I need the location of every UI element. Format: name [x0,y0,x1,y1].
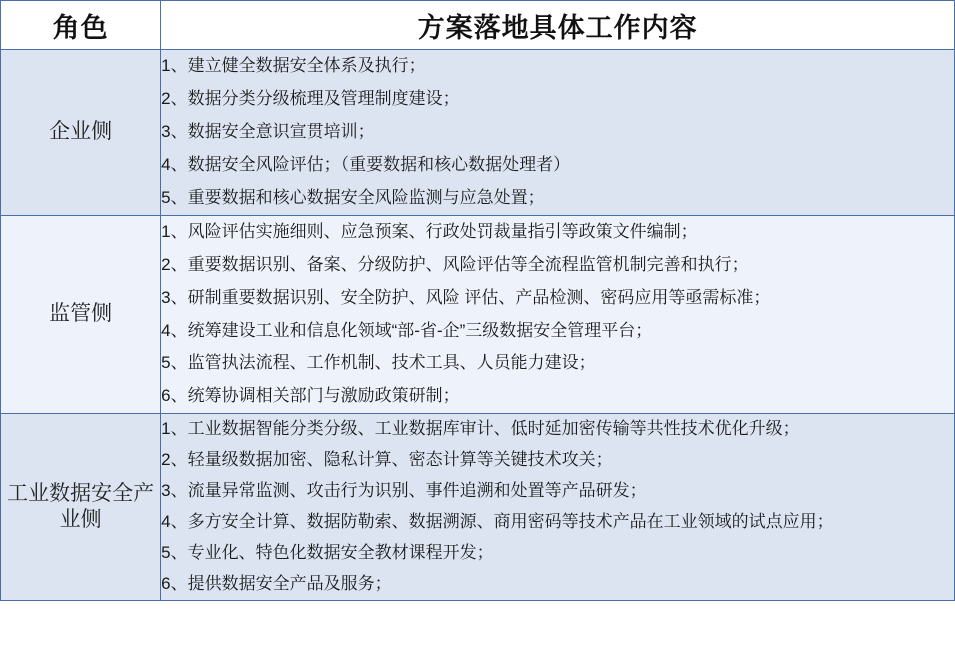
list-item [161,347,954,380]
list-item [161,380,954,413]
item-text: 专业化、特色化数据安全教材课程开发； [187,543,494,563]
content-cell-enterprise [161,50,955,216]
item-text: 数据分类分级梳理及管理制度建设； [187,88,460,108]
list-item [161,507,954,538]
list-item [161,538,954,569]
content-cell-regulator [161,215,955,414]
item-text: 轻量级数据加密、隐私计算、密态计算等关键技术攻关； [187,450,613,470]
item-number: 6、 [161,386,188,406]
item-text: 监管执法流程、工作机制、技术工具、人员能力建设； [187,353,596,373]
list-item [161,569,954,600]
list-item [161,414,954,445]
item-number: 4、 [161,512,188,532]
table-row [1,414,955,601]
item-number: 4、 [161,154,188,174]
item-number: 2、 [161,88,188,108]
item-text: 统筹建设工业和信息化领域“部-省-企”三级数据安全管理平台； [187,320,653,340]
list-item [161,182,954,215]
item-text: 研制重要数据识别、安全防护、风险 评估、产品检测、密码应用等亟需标准； [187,287,771,307]
item-text: 建立健全数据安全体系及执行； [187,56,426,75]
item-text: 提供数据安全产品及服务； [187,574,392,593]
item-text: 统筹协调相关部门与激励政策研制； [187,386,460,406]
list-item [161,149,954,182]
item-number: 1、 [161,419,188,439]
item-number: 5、 [161,187,188,207]
item-text: 流量异常监测、攻击行为识别、事件追溯和处置等产品研发； [187,481,647,501]
list-item [161,116,954,149]
item-number: 4、 [161,320,188,340]
item-number: 3、 [161,287,188,307]
item-number: 1、 [161,221,188,241]
list-item [161,282,954,315]
table-row [1,215,955,414]
header-content: 方案落地具体工作内容 [161,1,955,50]
list-item [161,50,954,83]
item-text: 重要数据识别、备案、分级防护、风险评估等全流程监管机制完善和执行； [187,254,749,274]
item-number: 2、 [161,254,188,274]
item-list-regulator [161,216,954,414]
list-item [161,476,954,507]
header-role: 角色 [1,1,161,50]
item-number: 3、 [161,481,188,501]
table-row [1,50,955,216]
role-label-industry: 工业数据安全产业侧 [1,414,161,601]
role-label-regulator: 监管侧 [1,215,161,414]
item-number: 3、 [161,121,188,141]
item-list-enterprise [161,50,954,215]
item-text: 重要数据和核心数据安全风险监测与应急处置； [187,187,545,207]
item-number: 2、 [161,450,188,470]
item-text: 数据安全风险评估；（重要数据和核心数据处理者） [187,154,571,174]
list-item [161,249,954,282]
item-number: 1、 [161,56,188,75]
item-number: 5、 [161,543,188,563]
item-text: 工业数据智能分类分级、工业数据库审计、低时延加密传输等共性技术优化升级； [187,419,800,439]
list-item [161,216,954,249]
list-item [161,83,954,116]
item-text: 多方安全计算、数据防勒索、数据溯源、商用密码等技术产品在工业领域的试点应用； [187,512,834,532]
item-text: 风险评估实施细则、应急预案、行政处罚裁量指引等政策文件编制； [187,221,698,241]
item-list-industry [161,414,954,600]
list-item [161,445,954,476]
table-header-row [1,1,955,50]
list-item [161,315,954,348]
item-text: 数据安全意识宣贯培训； [187,121,375,141]
item-number: 5、 [161,353,188,373]
item-number: 6、 [161,574,188,593]
content-cell-industry [161,414,955,601]
role-label-enterprise: 企业侧 [1,50,161,216]
